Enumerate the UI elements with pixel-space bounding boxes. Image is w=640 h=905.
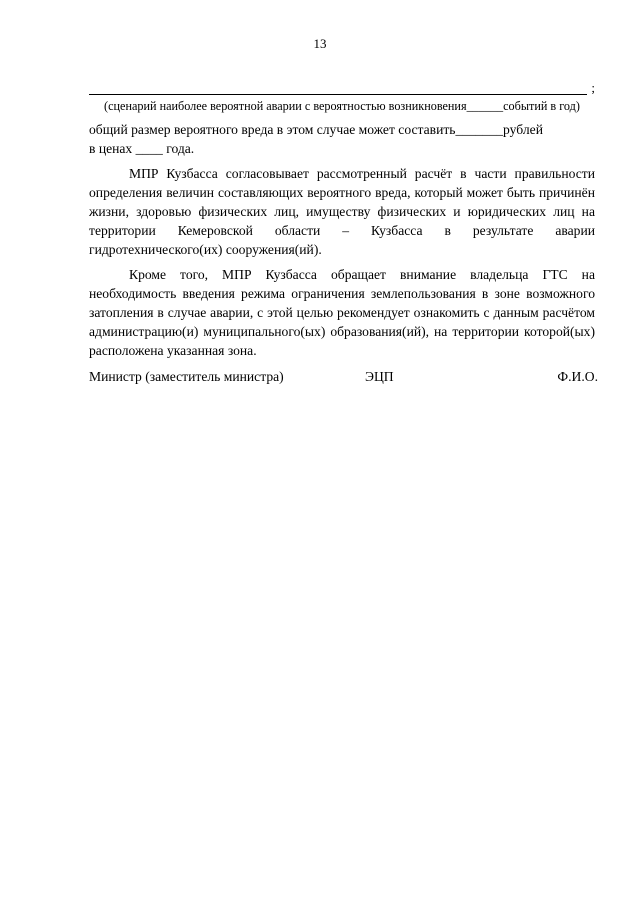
signatory-name: Ф.И.О.	[557, 369, 598, 384]
document-body	[89, 80, 595, 366]
electronic-signature-label: ЭЦП	[365, 369, 394, 384]
damage-estimate-line-2: в ценах ____ года.	[89, 141, 195, 156]
damage-estimate-line-1: общий размер вероятного вреда в этом случае может составить_______рублей	[89, 122, 543, 137]
approval-paragraph: МПР Кузбасса согласовывает рассмотренный расчёт в части правильности определения величин составляющих вероятного вреда, который может быть причинён жизни, здоровью физических лиц, имуществу физических и юридических лиц на территории Кемеровской области – Кузбасса в результате аварии гидротехнического(их) сооружения(ий).	[89, 166, 595, 257]
scenario-trailing-mark: ;	[591, 80, 595, 95]
signatory-position: Министр (заместитель министра)	[89, 369, 284, 384]
scenario-caption: (сценарий наиболее вероятной аварии с вероятностью возникновения______событий в год)	[104, 99, 580, 113]
blank-underline	[89, 94, 587, 95]
scenario-fill-line	[89, 80, 595, 98]
land-use-paragraph: Кроме того, МПР Кузбасса обращает внимание владельца ГТС на необходимость введения режима ограничения землепользования в зоне возможного затопления в случае аварии, с этой целью рекомендует ознакомить с данным расчётом администрацию(и) муниципального(ых) образования(ий), на территории которой(ых) расположена указанная зона.	[89, 267, 595, 358]
page-number: 13	[313, 36, 327, 51]
